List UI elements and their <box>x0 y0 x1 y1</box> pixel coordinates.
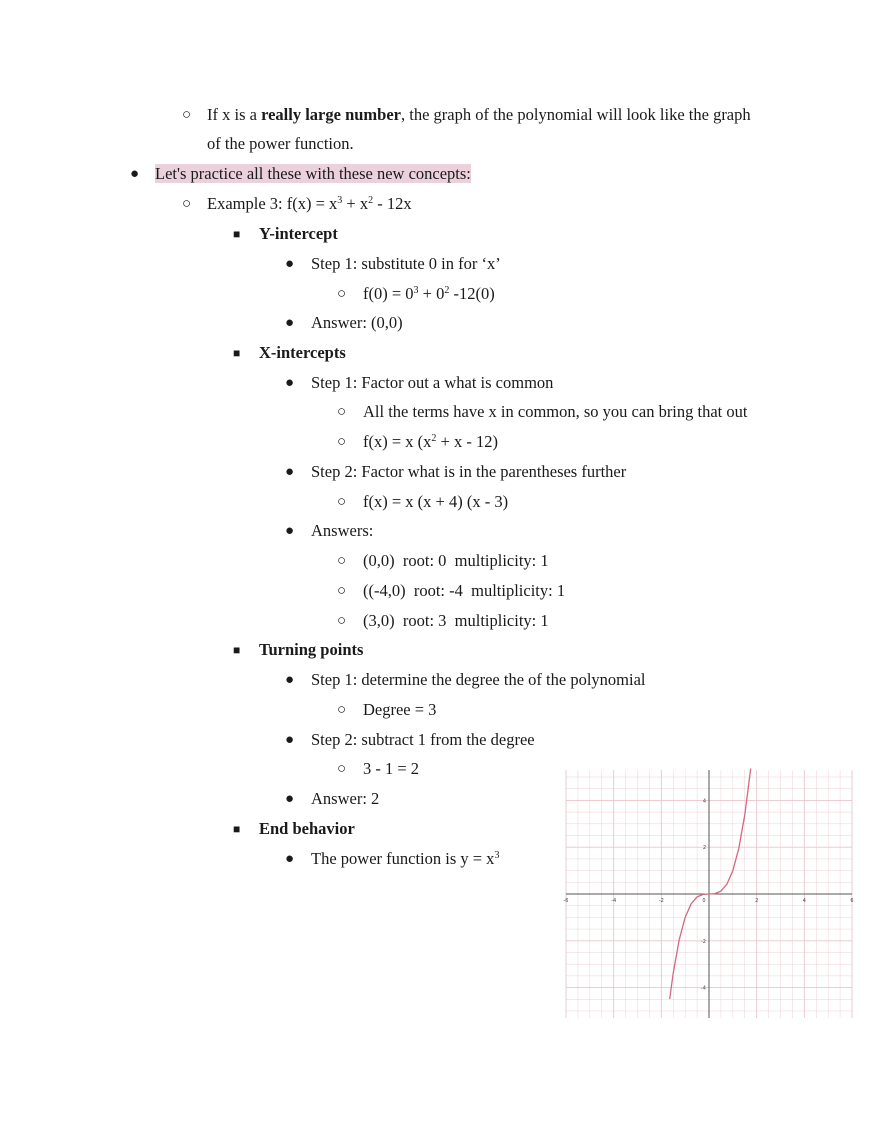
square-bullet-icon: ■ <box>233 822 241 836</box>
text-run: f(x) = x (x <box>363 432 432 451</box>
filled-bullet-icon: ● <box>285 732 295 748</box>
superscript: 2 <box>431 433 437 444</box>
square-bullet-icon: ■ <box>233 346 241 360</box>
superscript: 2 <box>444 285 450 296</box>
text-line: Step 1: determine the degree the of the polynomial <box>311 670 646 689</box>
bold-text: really large number <box>261 105 401 124</box>
superscript: 3 <box>494 850 500 861</box>
text-line: Step 2: Factor what is in the parentheses further <box>311 462 627 481</box>
x-tick-label: 2 <box>755 898 759 904</box>
hollow-bullet-icon: ○ <box>337 761 347 777</box>
filled-bullet-icon: ● <box>285 315 295 331</box>
x-tick-label: 6 <box>850 898 854 904</box>
square-bullet-icon: ■ <box>233 227 241 241</box>
text-run: + x - 12) <box>436 432 498 451</box>
text-line: f(x) = x (x + 4) (x - 3) <box>363 492 509 511</box>
highlighted-text: Let's practice all these with these new concepts: <box>155 164 471 183</box>
section-heading: Turning points <box>259 640 364 659</box>
x-tick-label: 4 <box>802 898 806 904</box>
text-line: Step 1: Factor out a what is common <box>311 373 554 392</box>
text-line <box>155 164 471 184</box>
hollow-bullet-icon: ○ <box>337 404 347 420</box>
square-bullet-icon: ■ <box>233 643 241 657</box>
hollow-bullet-icon: ○ <box>337 702 347 718</box>
hollow-bullet-icon: ○ <box>337 553 347 569</box>
text-line: All the terms have x in common, so you can bring that out <box>363 402 748 421</box>
text-run: , the graph of the polynomial will look like the graph <box>401 105 751 124</box>
text-run: f(0) = 0 <box>363 284 414 303</box>
text-line: Degree = 3 <box>363 700 437 719</box>
text-line: (3,0) root: 3 multiplicity: 1 <box>363 611 549 630</box>
y-tick-label: -2 <box>701 938 706 945</box>
text-line <box>311 849 499 869</box>
text-line: Step 2: subtract 1 from the degree <box>311 730 535 749</box>
filled-bullet-icon: ● <box>285 523 295 539</box>
hollow-bullet-icon: ○ <box>182 196 192 212</box>
hollow-bullet-icon: ○ <box>337 286 347 302</box>
text-line <box>207 194 412 214</box>
filled-bullet-icon: ● <box>285 672 295 688</box>
text-run: If x is a <box>207 105 262 124</box>
text-run: + x <box>342 194 369 213</box>
text-line <box>363 284 495 304</box>
text-run: The power function is y = x <box>311 849 495 868</box>
text-line: of the power function. <box>207 134 354 153</box>
hollow-bullet-icon: ○ <box>337 583 347 599</box>
text-line <box>207 105 751 125</box>
filled-bullet-icon: ● <box>285 375 295 391</box>
text-line: Answer: 2 <box>311 789 380 808</box>
x-tick-label: -6 <box>563 898 569 904</box>
y-tick-label: 4 <box>702 798 706 805</box>
x-tick-label: -2 <box>658 898 664 904</box>
filled-bullet-icon: ● <box>285 791 295 807</box>
text-line <box>363 432 498 452</box>
function-graph <box>563 770 854 1018</box>
superscript: 3 <box>413 285 419 296</box>
text-run: + 0 <box>418 284 445 303</box>
section-heading: X-intercepts <box>259 343 346 362</box>
hollow-bullet-icon: ○ <box>337 434 347 450</box>
superscript: 3 <box>337 195 343 206</box>
hollow-bullet-icon: ○ <box>337 613 347 629</box>
section-heading: End behavior <box>259 819 355 838</box>
text-run: -12(0) <box>449 284 495 303</box>
hollow-bullet-icon: ○ <box>182 107 192 123</box>
text-line: Step 1: substitute 0 in for ‘x’ <box>311 254 501 273</box>
y-tick-label: 2 <box>702 845 706 852</box>
filled-bullet-icon: ● <box>285 256 295 272</box>
filled-bullet-icon: ● <box>285 851 295 867</box>
text-line: Answer: (0,0) <box>311 313 403 332</box>
text-line: 3 - 1 = 2 <box>363 759 420 778</box>
x-tick-label: 0 <box>702 898 706 904</box>
text-run: - 12x <box>373 194 412 213</box>
section-heading: Y-intercept <box>259 224 338 243</box>
filled-bullet-icon: ● <box>130 166 140 182</box>
y-tick-label: -4 <box>701 985 706 992</box>
function-curve <box>670 769 751 999</box>
hollow-bullet-icon: ○ <box>337 494 347 510</box>
superscript: 2 <box>368 195 374 206</box>
x-tick-label: -4 <box>611 898 617 904</box>
text-run: Example 3: f(x) = x <box>207 194 338 213</box>
filled-bullet-icon: ● <box>285 464 295 480</box>
text-line: ((-4,0) root: -4 multiplicity: 1 <box>363 581 566 600</box>
text-line: (0,0) root: 0 multiplicity: 1 <box>363 551 549 570</box>
text-line: Answers: <box>311 521 374 540</box>
